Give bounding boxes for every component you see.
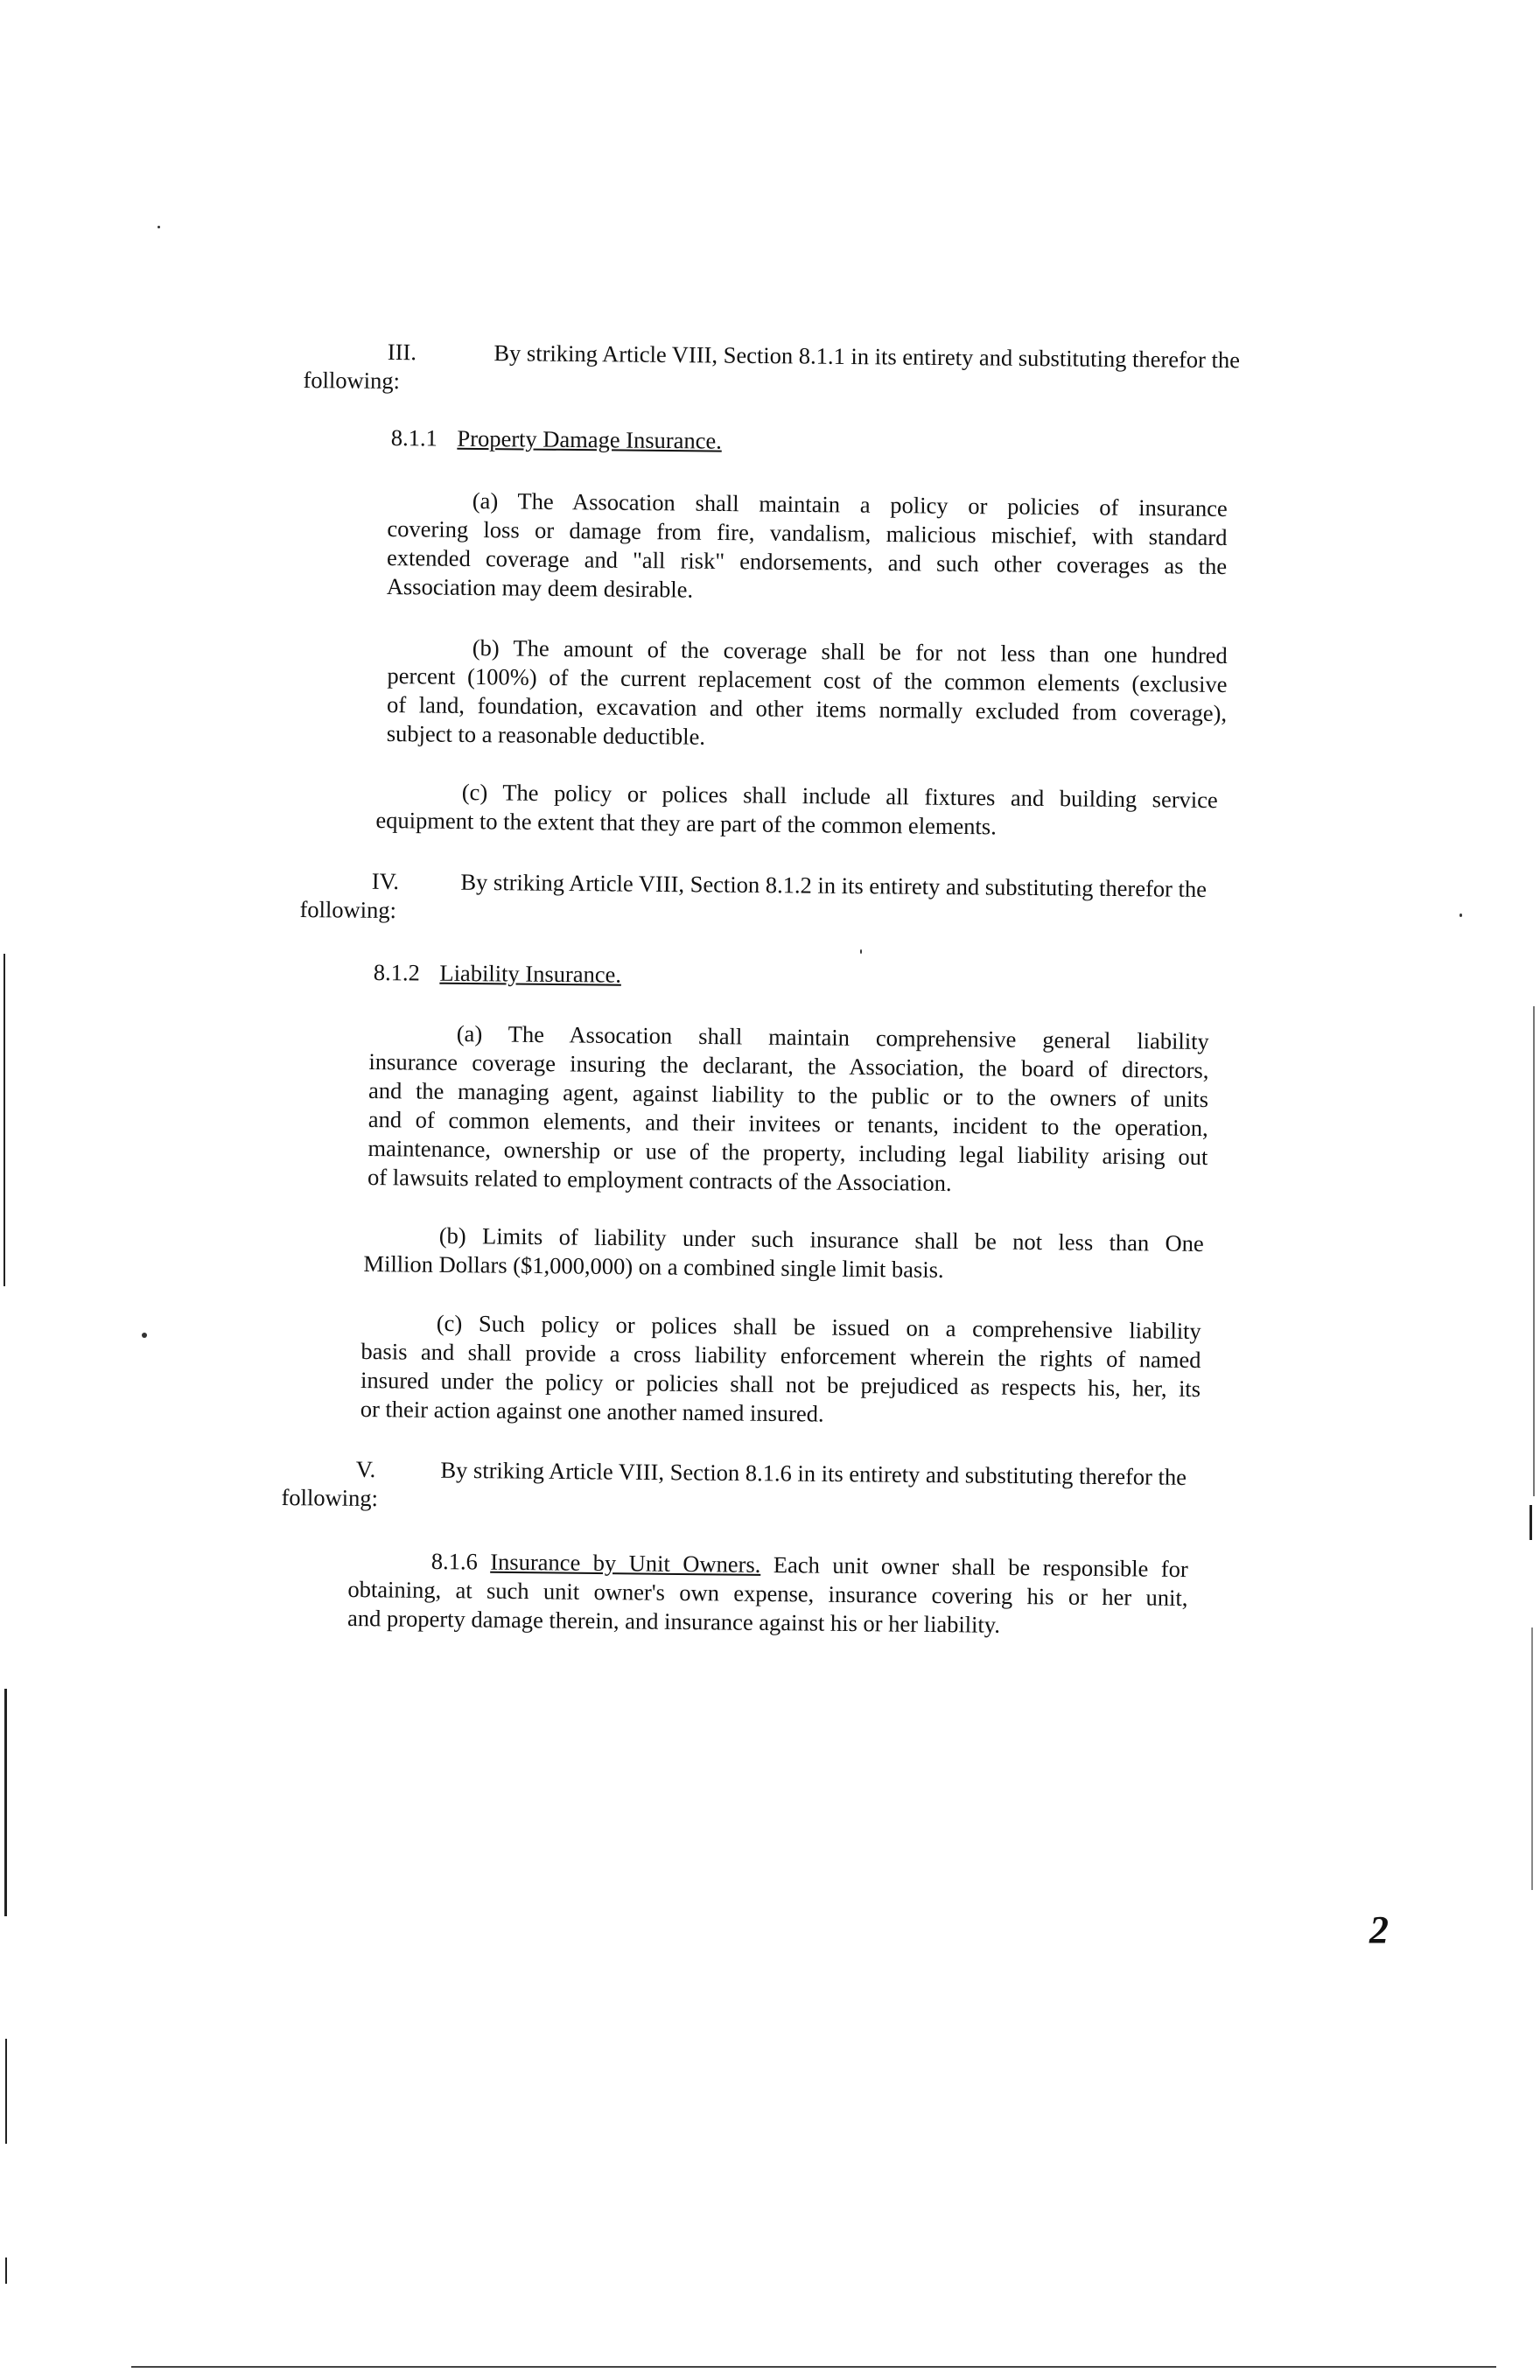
paragraph-a: (a) The Assocation shall maintain comprehensive general liability insurance coverage insuring the declarant, the Association, the board of directors, and the managing agent, against liability to the public or to the owners of units and of common elements, and their invitees or tenants, incident to the operation, maintenance, ownership or use of the property, including legal liability arising out of lawsuits related to employment contracts of the Association. xyxy=(367,1020,1209,1196)
scan-speck xyxy=(1460,914,1462,917)
section-title: Insurance by Unit Owners. xyxy=(490,1548,761,1578)
section-title: Liability Insurance. xyxy=(439,959,622,988)
scan-edge-right xyxy=(1530,1505,1532,1540)
amendment-v xyxy=(281,1454,1270,1522)
section-number: 8.1.6 xyxy=(430,1547,478,1575)
paragraph-a: (a) The Assocation shall maintain a policy or policies of insurance covering loss or damage from fire, vandalism, malicious mischief, with standard extended coverage and "all risk" endorsements, and such other coverages as the Association may deem desirable. xyxy=(386,487,1228,603)
paragraph-8-1-6: 8.1.6 Insurance by Unit Owners. Each unit owner shall be responsible for obtaining, at such unit owner's own expense, insurance covering his or her unit, and property damage therein, and insurance against his or her liability. xyxy=(346,1547,1188,1638)
scan-edge-left xyxy=(4,1689,7,1916)
following-label: following: xyxy=(303,366,401,395)
paragraph-c: (c) The policy or polices shall include all fixtures and building service equipment to the extent that they are part of the common elements. xyxy=(375,779,1218,840)
amendment-numeral: IV. xyxy=(371,867,400,895)
scan-edge-right xyxy=(1533,1006,1535,1496)
scan-speck xyxy=(158,226,160,228)
scan-edge-right xyxy=(1531,1628,1533,1890)
paragraph-b: (b) Limits of liability under such insurance shall be not less than One Million Dollars ($1,000,000) on a combined single limit basis. xyxy=(363,1222,1204,1283)
following-label: following: xyxy=(281,1483,379,1512)
section-number: 8.1.2 xyxy=(373,959,420,986)
amendment-iii xyxy=(303,337,1299,404)
page-number: 2 xyxy=(1369,1908,1389,1951)
section-title: Property Damage Insurance. xyxy=(457,424,723,454)
amendment-text: By striking Article VIII, Section 8.1.2 in its entirety and substituting therefor the xyxy=(460,868,1208,902)
scan-edge-left xyxy=(4,954,5,1286)
scan-edge-left xyxy=(5,2039,7,2144)
section-heading xyxy=(374,958,621,990)
following-label: following: xyxy=(299,895,397,924)
amendment-text: By striking Article VIII, Section 8.1.6 in its entirety and substituting therefor the xyxy=(440,1456,1187,1490)
paragraph-b: (b) The amount of the coverage shall be for not less than one hundred percent (100%) of the current replacement cost of the common elements (exclusive of land, foundation, excavation and other items normally excluded from coverage), subject to a reasonable deductible. xyxy=(386,634,1228,750)
scan-edge-left xyxy=(5,2258,7,2284)
section-heading xyxy=(391,424,722,456)
scan-speck xyxy=(860,949,862,954)
amendment-iv xyxy=(299,866,1289,934)
amendment-text: By striking Article VIII, Section 8.1.1 in its entirety and substituting therefor the xyxy=(494,340,1241,374)
scan-edge-bottom xyxy=(131,2366,1496,2368)
amendment-numeral: V. xyxy=(355,1455,376,1483)
paragraph-c: (c) Such policy or polices shall be issued on a comprehensive liability basis and shall provide a cross liability enforcement wherein the rights of named insured under the policy or policies shall not be prejudiced as respects his, her, its or their action against one another named insured. xyxy=(360,1309,1201,1427)
section-number: 8.1.1 xyxy=(390,424,438,452)
scan-speck xyxy=(142,1333,147,1338)
amendment-numeral: III. xyxy=(387,338,417,366)
